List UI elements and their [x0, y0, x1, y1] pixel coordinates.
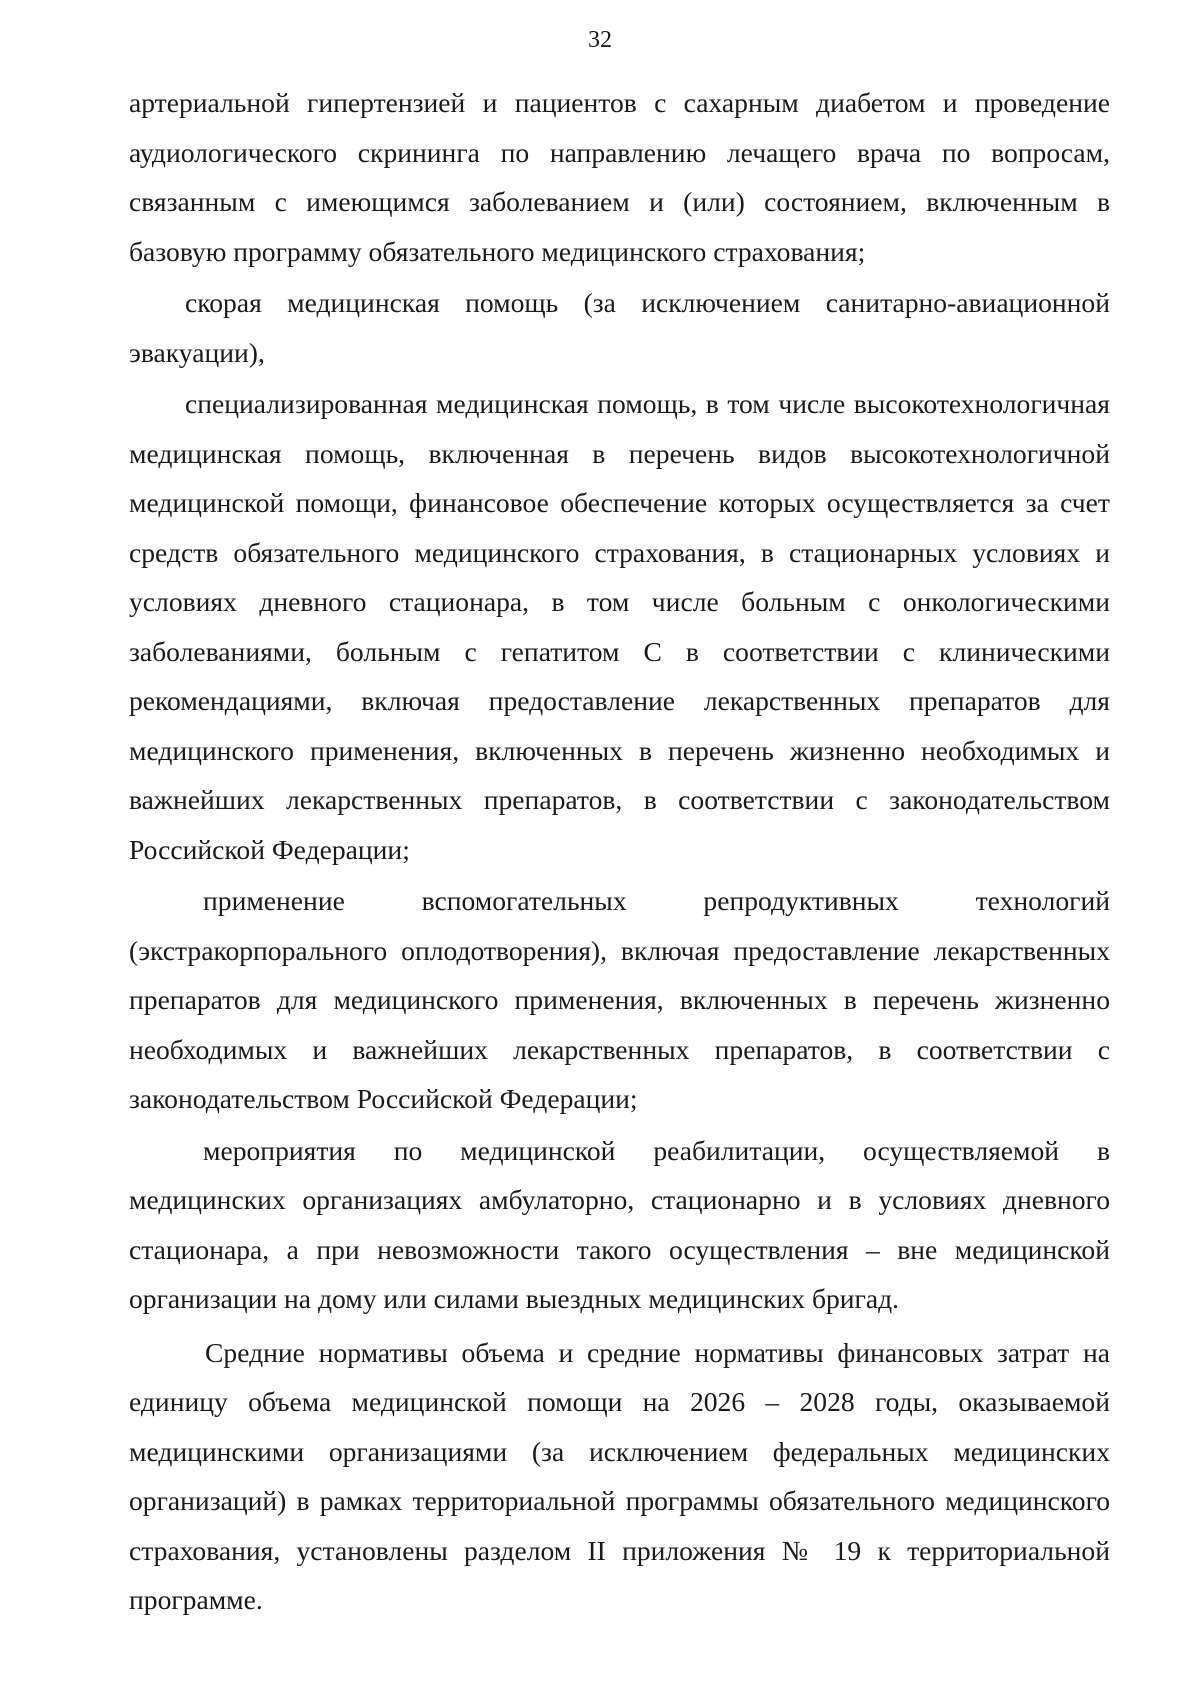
paragraph-rehabilitation: мероприятия по медицинской реабилитации, осуществляемой в медицинских организациях амбулаторно, стационарно и в условиях дневного стационара, а при невозможности такого осуществления – вне медицинской организации на дому или силами выездных медицинских бригад.	[129, 1134, 1110, 1314]
paragraph-reproductive-technologies: применение вспомогательных репродуктивных технологий (экстракорпорального оплодотворения), включая предоставление лекарственных препаратов для медицинского применения, включенных в перечень жизненно необходимых и важнейших лекарственных препаратов, в соответствии с законодательством Российской Федерации;	[129, 885, 1110, 1114]
page-number: 32	[588, 27, 612, 53]
document-body	[129, 78, 1110, 1625]
paragraph-emergency-care: скорая медицинская помощь (за исключением санитарно-авиационной эвакуации),	[129, 287, 1110, 368]
paragraph-continuation: артериальной гипертензией и пациентов с сахарным диабетом и проведение аудиологического скрининга по направлению лечащего врача по вопросам, связанным с имеющимся заболеванием и (или) состоянием, включенным в базовую программу обязательного медицинского страхования;	[129, 87, 1110, 267]
paragraph-standards: Средние нормативы объема и средние нормативы финансовых затрат на единицу объема медицинской помощи на 2026 – 2028 годы, оказываемой медицинскими организациями (за исключением федеральных медицинских организаций) в рамках территориальной программы обязательного медицинского страхования, установлены разделом II приложения № 19 к территориальной программе.	[129, 1336, 1110, 1615]
paragraph-specialized-care: специализированная медицинская помощь, в том числе высокотехнологичная медицинская помощь, включенная в перечень видов высокотехнологичной медицинской помощи, финансовое обеспечение которых осуществляется за счет средств обязательного медицинского страхования, в стационарных условиях и условиях дневного стационара, в том числе больным с онкологическими заболеваниями, больным с гепатитом С в соответствии с клиническими рекомендациями, включая предоставление лекарственных препаратов для медицинского применения, включенных в перечень жизненно необходимых и важнейших лекарственных препаратов, в соответствии с законодательством Российской Федерации;	[129, 388, 1110, 865]
